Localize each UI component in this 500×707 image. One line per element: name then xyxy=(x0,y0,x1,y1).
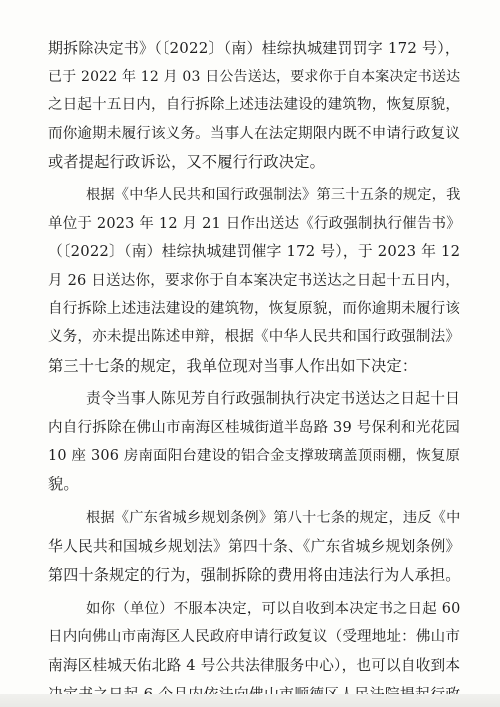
text-line: 第四十条规定的行为，强制拆除的费用将由违法行为人承担。 xyxy=(48,566,461,584)
text-line: 自行拆除上述违法建设的建筑物，恢复原貌，而你逾期未履行该 xyxy=(48,301,461,317)
text-line: （〔2022〕（南）桂综执城建罚催字 172 号），于 2023 年 12 xyxy=(48,243,461,260)
text-line: 根据《广东省城乡规划条例》第八十七条的规定，违反《中 xyxy=(86,510,461,526)
text-line: 或者提起行政诉讼，又不履行行政决定。 xyxy=(48,153,325,171)
text-line: 内自行拆除在佛山市南海区桂城街道半岛路 39 号保利和光花园 xyxy=(48,419,460,436)
text-line: 根据《中华人民共和国行政强制法》第三十五条的规定，我 xyxy=(86,187,461,203)
text-line: 貌。 xyxy=(48,475,79,493)
page-bottom-edge xyxy=(0,694,500,707)
text-line: 之日起十五日内，自行拆除上述违法建设的建筑物，恢复原貌， xyxy=(48,97,461,113)
text-line: 第三十七条的规定，我单位现对当事人作出如下决定： xyxy=(48,357,418,375)
text-line: 月 26 日送达你，要求你于自本案决定书送达之日起十五日内， xyxy=(48,272,460,289)
text-line: 而你逾期未履行该义务。当事人在法定期限内既不申请行政复议 xyxy=(48,126,461,142)
text-line: 期拆除决定书》（〔2022〕（南）桂综执城建罚罚字 172 号）， xyxy=(48,39,461,57)
text-line: 日内向佛山市南海区人民政府申请行政复议（受理地址：佛山市 xyxy=(48,629,461,645)
text-line: 10 座 306 房南面阳台建设的铝合金支撑玻璃盖顶雨棚，恢复原 xyxy=(48,448,461,464)
text-line: 华人民共和国城乡规划法》第四十条、《广东省城乡规划条例》 xyxy=(48,538,461,555)
text-line: 单位于 2023 年 12 月 21 日作出送达《行政强制执行催告书》 xyxy=(48,216,461,232)
text-line: 如你（单位）不服本决定，可以自收到本决定书之日起 60 xyxy=(86,601,461,617)
text-line: 责令当事人陈见芳自行政强制执行决定书送达之日起十日 xyxy=(86,390,461,407)
text-line: 南海区桂城天佑北路 4 号公共法律服务中心），也可以自收到本 xyxy=(48,657,461,674)
text-line: 已于 2022 年 12 月 03 日公告送达，要求你于自本案决定书送达 xyxy=(48,69,461,85)
text-line: 义务，亦未提出陈述申辩，根据《中华人民共和国行政强制法》 xyxy=(48,329,461,345)
